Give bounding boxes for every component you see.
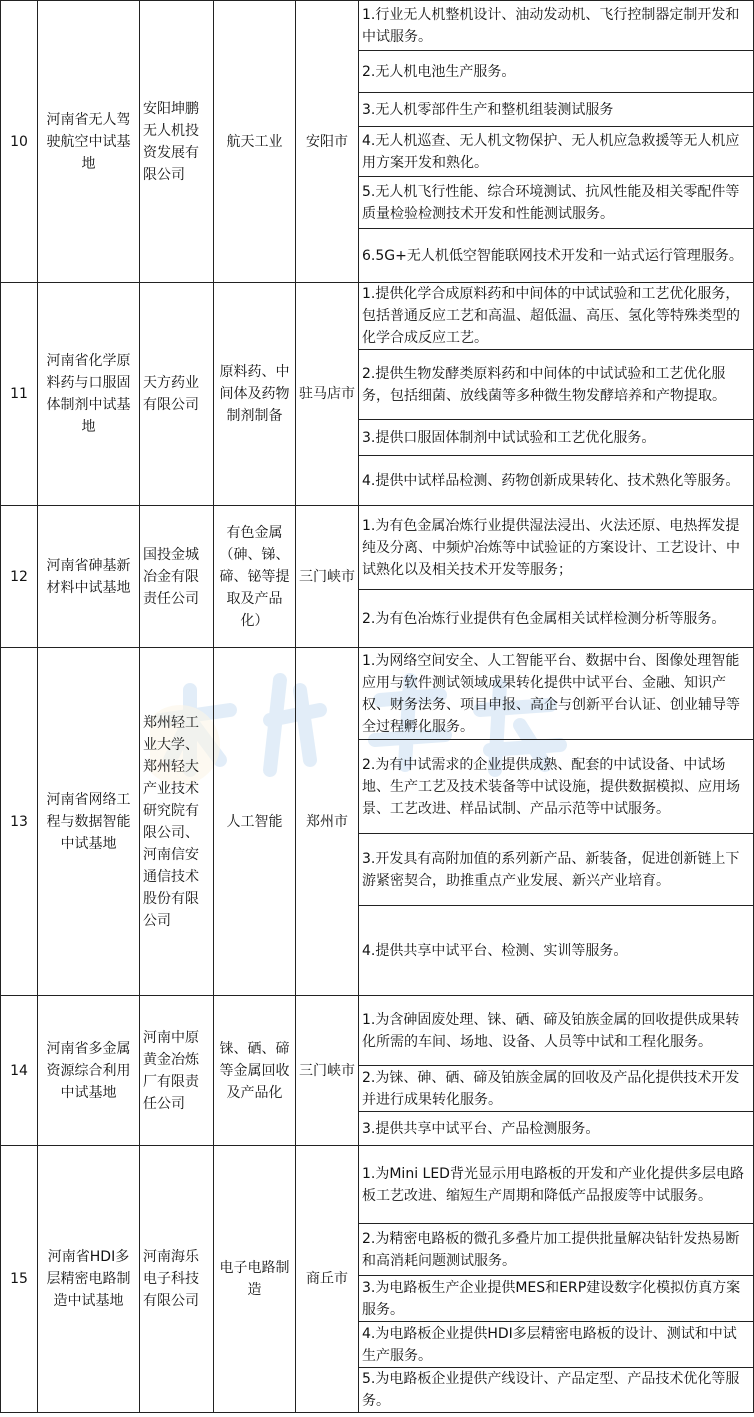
service-item: 1.行业无人机整机设计、油动发动机、飞行控制器定制开发和中试服务。 xyxy=(359,1,754,51)
base-name: 河南省网络工程与数据智能中试基地 xyxy=(38,648,140,996)
city: 三门峡市 xyxy=(296,996,359,1146)
row-number: 12 xyxy=(1,506,38,648)
organization: 安阳坤鹏无人机投资发展有限公司 xyxy=(140,1,214,283)
service-item: 2.无人机电池生产服务。 xyxy=(359,51,754,93)
service-item: 3.无人机零部件生产和整机组装测试服务 xyxy=(359,93,754,127)
base-name: 河南省化学原料药与口服固体制剂中试基地 xyxy=(38,283,140,506)
service-item: 3.提供口服固体制剂中试试验和工艺优化服务。 xyxy=(359,420,754,456)
service-item: 6.5G+无人机低空智能联网技术开发和一站式运行管理服务。 xyxy=(359,229,754,283)
row-number: 10 xyxy=(1,1,38,283)
service-item: 5.为电路板企业提供产线设计、产品定型、产品技术优化等服务。 xyxy=(359,1368,754,1413)
city: 三门峡市 xyxy=(296,506,359,648)
row-number: 11 xyxy=(1,283,38,506)
service-item: 2.提供生物发酵类原料药和中间体的中试试验和工艺优化服务，包括细菌、放线菌等多种微生物发酵培养和产物提取。 xyxy=(359,350,754,420)
service-item: 2.为有色冶炼行业提供有色金属相关试样检测分析等服务。 xyxy=(359,590,754,648)
service-item: 5.无人机飞行性能、综合环境测试、抗风性能及相关零配件等质量检验检测技术开发和性能测试服务。 xyxy=(359,177,754,229)
service-item: 1.为有色金属冶炼行业提供湿法浸出、火法还原、电热挥发提纯及分离、中频炉冶炼等中试验证的方案设计、工艺设计、中试熟化以及相关技术开发等服务； xyxy=(359,506,754,590)
city: 驻马店市 xyxy=(296,283,359,506)
service-item: 1.为含砷固废处理、铼、硒、碲及铂族金属的回收提供成果转化所需的车间、场地、设备、人员等中试和工程化服务。 xyxy=(359,996,754,1066)
service-item: 4.提供中试样品检测、药物创新成果转化、技术熟化等服务。 xyxy=(359,456,754,506)
city: 商丘市 xyxy=(296,1146,359,1413)
service-item: 3.开发具有高附加值的系列新产品、新装备，促进创新链上下游紧密契合，助推重点产业发展、新兴产业培育。 xyxy=(359,834,754,906)
organization: 郑州轻工业大学、郑州轻大产业技术研究院有限公司、河南信安通信技术股份有限公司 xyxy=(140,648,214,996)
organization: 天方药业有限公司 xyxy=(140,283,214,506)
base-name: 河南省砷基新材料中试基地 xyxy=(38,506,140,648)
service-item: 4.提供共享中试平台、检测、实训等服务。 xyxy=(359,906,754,996)
industry: 有色金属（砷、锑、碲、铋等提取及产品化） xyxy=(214,506,296,648)
industry: 电子电路制造 xyxy=(214,1146,296,1413)
service-item: 1.为网络空间安全、人工智能平台、数据中台、图像处理智能应用与软件测试领域成果转化提供中试平台、金融、知识产权、财务法务、项目申报、高企与创新平台认证、创业辅导等全过程孵化服务。 xyxy=(359,648,754,740)
industry: 铼、硒、碲等金属回收及产品化 xyxy=(214,996,296,1146)
row-number: 15 xyxy=(1,1146,38,1413)
organization: 国投金城冶金有限责任公司 xyxy=(140,506,214,648)
row-number: 14 xyxy=(1,996,38,1146)
city: 安阳市 xyxy=(296,1,359,283)
service-item: 4.为电路板企业提供HDI多层精密电路板的设计、测试和中试生产服务。 xyxy=(359,1322,754,1368)
base-name: 河南省无人驾驶航空中试基地 xyxy=(38,1,140,283)
table-row xyxy=(1,996,754,1066)
table-row xyxy=(1,1146,754,1224)
service-item: 3.为电路板生产企业提供MES和ERP建设数字化模拟仿真方案服务。 xyxy=(359,1276,754,1322)
organization: 河南中原黄金冶炼厂有限责任公司 xyxy=(140,996,214,1146)
service-item: 2.为有中试需求的企业提供成熟、配套的中试设备、中试场地、生产工艺及技术装备等中试设施，提供数据模拟、应用场景、工艺改进、样品试制、产品示范等中试服务。 xyxy=(359,740,754,834)
service-item: 1.为Mini LED背光显示用电路板的开发和产业化提供多层电路板工艺改进、缩短生产周期和降低产品报废等中试服务。 xyxy=(359,1146,754,1224)
service-item: 3.提供共享中试平台、产品检测服务。 xyxy=(359,1112,754,1146)
city: 郑州市 xyxy=(296,648,359,996)
table-row xyxy=(1,648,754,740)
table-row xyxy=(1,283,754,350)
table-row xyxy=(1,1,754,51)
base-name: 河南省HDI多层精密电路制造中试基地 xyxy=(38,1146,140,1413)
industry: 航天工业 xyxy=(214,1,296,283)
service-item: 2.为精密电路板的微孔多叠片加工提供批量解决钻针发热易断和高消耗问题测试服务。 xyxy=(359,1224,754,1276)
service-item: 1.提供化学合成原料药和中间体的中试试验和工艺优化服务，包括普通反应工艺和高温、超低温、高压、氢化等特殊类型的化学合成反应工艺。 xyxy=(359,283,754,350)
base-name: 河南省多金属资源综合利用中试基地 xyxy=(38,996,140,1146)
service-item: 4.无人机巡查、无人机文物保护、无人机应急救援等无人机应用方案开发和熟化。 xyxy=(359,127,754,177)
industry: 原料药、中间体及药物制剂制备 xyxy=(214,283,296,506)
table-row xyxy=(1,506,754,590)
organization: 河南海乐电子科技有限公司 xyxy=(140,1146,214,1413)
industry: 人工智能 xyxy=(214,648,296,996)
row-number: 13 xyxy=(1,648,38,996)
service-item: 2.为铼、砷、硒、碲及铂族金属的回收及产品化提供技术开发并进行成果转化服务。 xyxy=(359,1066,754,1112)
